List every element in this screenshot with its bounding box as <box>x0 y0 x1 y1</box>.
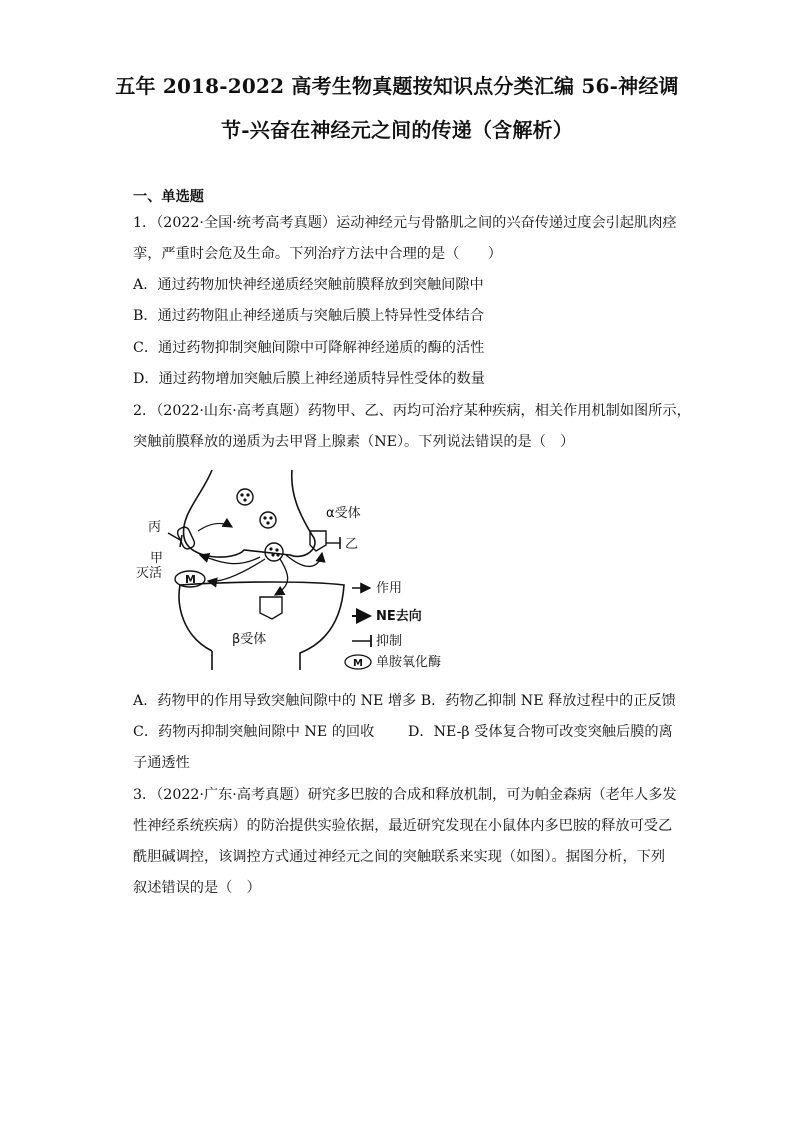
label-beta: β受体 <box>232 632 267 647</box>
q2-stem-line2: 突触前膜释放的递质为去甲肾上腺素（NE）。下列说法错误的是（ ） <box>133 434 575 450</box>
q3-stem-line4: 叙述错误的是（ ） <box>133 880 261 896</box>
legend-inhibit: 抑制 <box>376 634 403 649</box>
q1-option-b: B．通过药物阻止神经递质与突触后膜上特异性受体结合 <box>133 308 484 324</box>
document-title-line2: 节-兴奋在神经元之间的传递（含解析） <box>221 118 573 142</box>
synapse-diagram <box>136 465 520 675</box>
q1-option-a: A．通过药物加快神经递质经突触前膜释放到突触间隙中 <box>133 277 484 293</box>
label-yi: 乙 <box>345 537 359 552</box>
q1-stem-line2: 挛，严重时会危及生命。下列治疗方法中合理的是（ ） <box>133 246 502 262</box>
section-heading: 一、单选题 <box>133 189 204 205</box>
q1-stem-line1: 1．（2022·全国·统考高考真题）运动神经元与骨骼肌之间的兴奋传递过度会引起肌肉痉 <box>133 215 677 231</box>
q2-option-ab: A．药物甲的作用导致突触间隙中的 NE 增多 B．药物乙抑制 NE 释放过程中的正反馈 <box>133 693 676 709</box>
legend-action: 作用 <box>376 581 403 596</box>
legend-ne: NE去向 <box>376 609 422 624</box>
q2-option-d-line2: 子通透性 <box>133 755 190 771</box>
q1-option-d: D．通过药物增加突触后膜上神经递质特异性受体的数量 <box>133 371 485 387</box>
q3-stem-line1: 3．（2022·广东·高考真题）研究多巴胺的合成和释放机制，可为帕金森病（老年人多发 <box>133 787 677 803</box>
q2-stem-line1: 2．（2022·山东·高考真题）药物甲、乙、丙均可治疗某种疾病，相关作用机制如图所示， <box>133 403 691 419</box>
postsynaptic-membrane <box>179 582 344 670</box>
beta-receptor <box>260 597 282 619</box>
q3-stem-line2: 性神经系统疾病）的防治提供实验依据，最近研究发现在小鼠体内多巴胺的释放可受乙 <box>133 818 673 834</box>
transporter <box>176 525 196 550</box>
alpha-receptor <box>310 531 326 551</box>
legend-mao: 单胺氧化酶 <box>376 655 442 670</box>
label-miehuo: 灭活 <box>136 566 163 581</box>
q1-option-c: C．通过药物抑制突触间隙中可降解神经递质的酶的活性 <box>133 340 485 356</box>
q3-stem-line3: 酰胆碱调控，该调控方式通过神经元之间的突触联系来实现（如图）。据图分析，下列 <box>133 849 666 865</box>
legend-m: M <box>353 658 363 669</box>
label-jia: 甲 <box>150 551 164 566</box>
label-alpha: α受体 <box>326 506 361 521</box>
label-m: M <box>185 573 196 586</box>
presynaptic-membrane <box>184 470 315 557</box>
q2-option-c: C．药物丙抑制突触间隙中 NE 的回收 <box>133 724 375 740</box>
q2-option-d-line1: D．NE-β 受体复合物可改变突触后膜的离 <box>408 724 673 740</box>
document-title-line1: 五年 2018-2022 高考生物真题按知识点分类汇编 56-神经调 <box>115 74 679 98</box>
label-bing: 丙 <box>148 520 162 535</box>
legend <box>345 581 441 670</box>
